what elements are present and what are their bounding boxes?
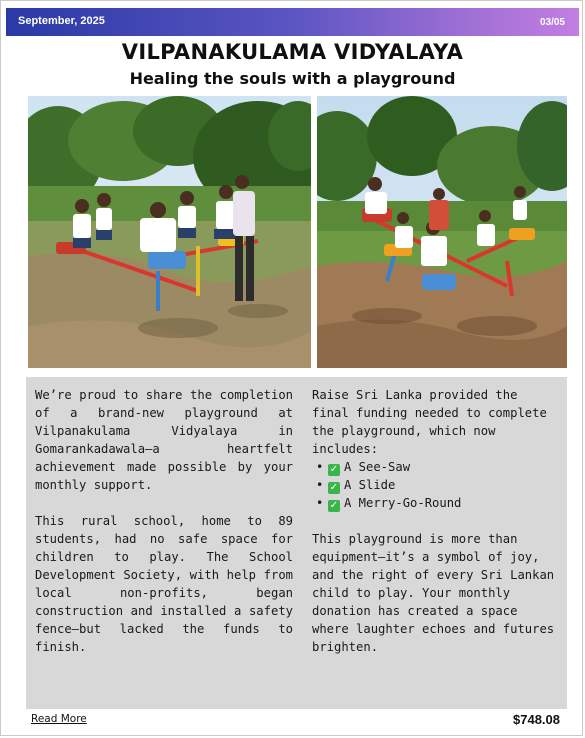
page-title: VILPANAKULAMA VIDYALAYA (121, 40, 464, 64)
equipment-list (312, 458, 556, 512)
intro-paragraph: We’re proud to share the completion of a brand-new playground at Vilpanakulama Vidyalaya in Gomarankadawala—a heartfelt achievement made possible by your monthly support. (35, 388, 293, 492)
playground-photo-right (317, 96, 567, 368)
page-indicator: 03/05 (539, 17, 565, 28)
check-mark-icon: ✓ (329, 464, 339, 475)
header-bar (6, 8, 579, 36)
list-item: • ✓ A See-Saw (316, 460, 411, 475)
list-item: • ✓ A Merry-Go-Round (316, 496, 462, 511)
newsletter-date: September, 2025 (18, 15, 105, 27)
funding-paragraph: Raise Sri Lanka provided the final funding needed to complete the playground, which now includes: (312, 388, 547, 456)
list-item: • ✓ A Slide (316, 478, 396, 493)
check-mark-icon: ✓ (329, 500, 339, 511)
playground-photo-left (28, 96, 311, 368)
donation-amount: $748.08 (513, 712, 560, 727)
read-more-link[interactable]: Read More (31, 713, 87, 725)
article-content (26, 377, 567, 709)
closing-paragraph: This playground is more than equipment—it’s a symbol of joy, and the right of every Sri Lankan child to play. Your monthly donation has created a space where laughter echoes and futures brighten. (312, 532, 555, 654)
background-paragraph: This rural school, home to 89 students, had no safe space for children to play. The School Development Society, with help from local non-profits, began construction and installed a safety fence—but lacked the funds to finish. (35, 514, 293, 654)
left-column (35, 386, 293, 674)
right-column (312, 386, 556, 674)
check-mark-icon: ✓ (329, 482, 339, 493)
page-subtitle: Healing the souls with a playground (129, 69, 456, 88)
